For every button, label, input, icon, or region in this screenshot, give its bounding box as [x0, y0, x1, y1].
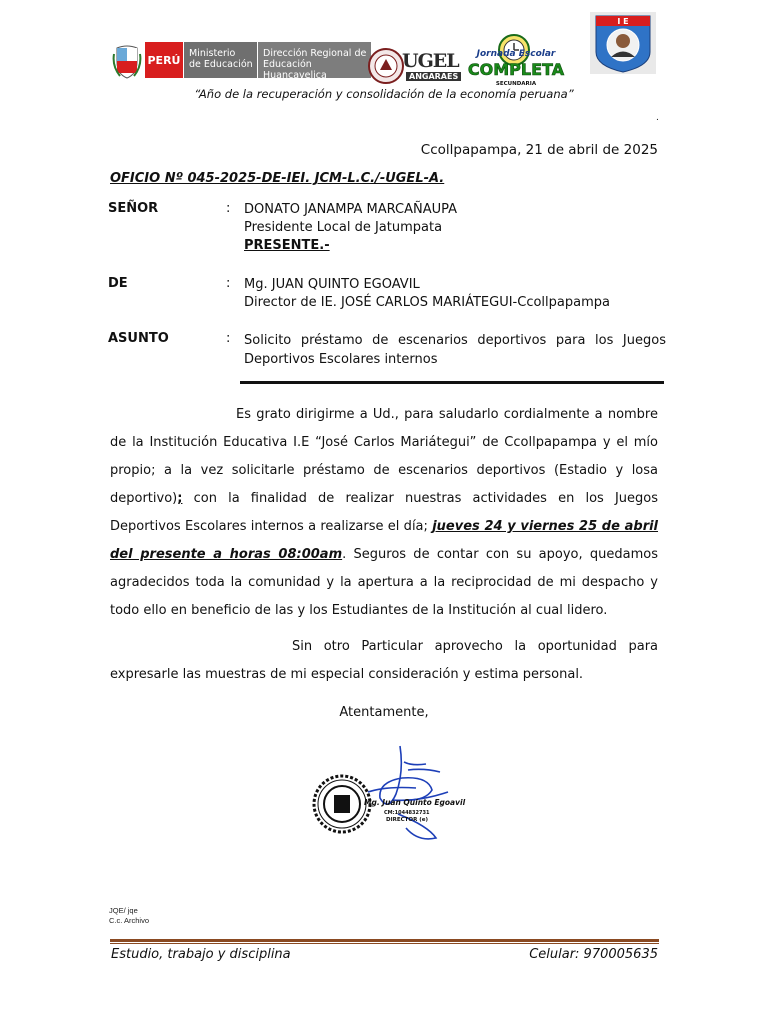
peru-label: PERÚ [145, 42, 183, 78]
jornada-escolar-logo [460, 32, 572, 88]
senor-colon: : [226, 201, 231, 216]
document-date: Ccollpapampa, 21 de abril de 2025 [420, 142, 658, 158]
minedu-logo [145, 42, 371, 81]
jornada-line2: COMPLETA [467, 60, 565, 79]
minedu-label: Ministerio de Educación [183, 42, 257, 78]
year-motto: “Año de la recuperación y consolidación de la economía peruana” [194, 87, 574, 101]
reference-initials: JQE/ jqe C.c. Archivo [109, 906, 150, 925]
sender-position: Director de IE. JOSÉ CARLOS MARIÁTEGUI-Ccollpapampa [244, 295, 610, 310]
presente-label: PRESENTE.- [244, 238, 330, 253]
subject-divider [240, 381, 664, 384]
peru-coat-of-arms-icon [112, 44, 142, 80]
recipient-name: DONATO JANAMPA MARCAÑAUPA [244, 202, 458, 217]
stray-dot: . [656, 113, 659, 123]
de-label: DE [108, 276, 128, 291]
senor-label: SEÑOR [108, 201, 159, 216]
official-seal-icon [314, 776, 370, 832]
oficio-number: OFICIO Nº 045-2025-DE-IEI. JCM-L.C./-UGEL-A. [110, 171, 445, 186]
signature-stamp [308, 742, 468, 842]
asunto-colon: : [226, 331, 231, 346]
body-paragraph-2: Sin otro Particular aprovecho la oportunidad para expresarle las muestras de mi especial consideración y estima personal. [110, 639, 658, 682]
ugel-label: UGEL [402, 50, 459, 72]
footer-phone: Celular: 970005635 [529, 947, 658, 962]
ie-badge-label: I E [617, 17, 629, 26]
signature-name: Mg. Juan Quinto Egoavil [364, 798, 466, 807]
de-colon: : [226, 276, 231, 291]
signature-title: DIRECTOR (e) [386, 817, 428, 823]
jornada-line3: SECUNDARIA [495, 81, 537, 87]
ugel-sub-label: ANGARAES [406, 72, 461, 81]
handwritten-signature-icon [368, 746, 448, 839]
closing-salutation: Atentamente, [339, 705, 429, 720]
recipient-position: Presidente Local de Jatumpata [244, 220, 443, 235]
body-paragraph-1: Es grato dirigirme a Ud., para saludarlo cordialmente a nombre de la Institución Educativa I.E “José Carlos Mariátegui” de Ccollpapampa y el mío propio; a la vez solicitarle préstamo de escenarios deportivos (Estadio y losa deportivo); con la finalidad de realizar nuestras actividades en los Juegos Deportivos Escolares internos a realizarse el día; jueves 24 y viernes 25 de abril del presente a horas 08:00am. Seguros de contar con su apoyo, quedamos agradecidos toda la comunidad y la apertura a la reciprocidad de mi despacho y todo ello en beneficio de las y los Estudiantes de la Institución al cual lidero. [110, 407, 659, 618]
footer-divider-thin [110, 943, 659, 944]
senor-block [244, 201, 457, 255]
dre-label: Dirección Regional de Educación Huancavelica [257, 42, 371, 78]
asunto-label: ASUNTO [108, 331, 169, 346]
ie-badge-icon [590, 12, 656, 74]
event-date-highlight: jueves 24 y viernes 25 de abril del presente a horas 08:00am [110, 519, 659, 562]
jornada-line1: Jornada Escolar [476, 49, 556, 59]
footer-motto: Estudio, trabajo y disciplina [111, 947, 291, 962]
signature-id: CM:1044832731 [384, 810, 430, 816]
footer-divider [110, 939, 659, 942]
sender-name: Mg. JUAN QUINTO EGOAVIL [244, 277, 420, 292]
asunto-text: Solicito préstamo de escenarios deportivos para los Juegos Deportivos Escolares internos [244, 333, 666, 367]
de-block [244, 276, 610, 312]
